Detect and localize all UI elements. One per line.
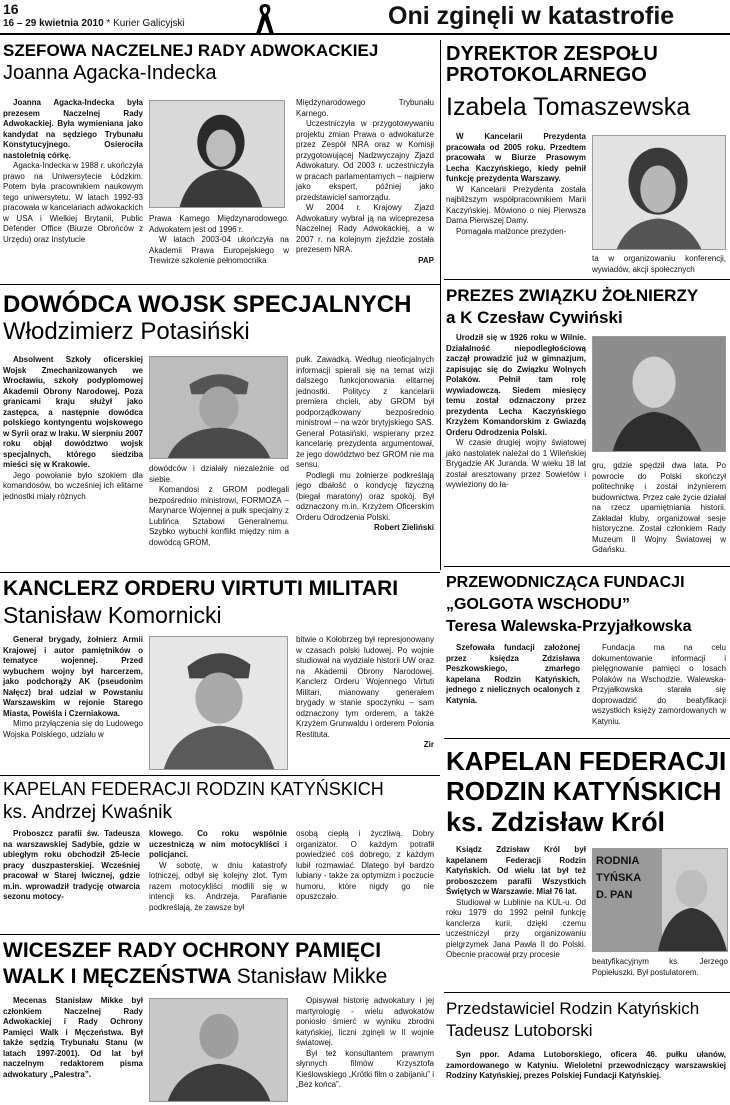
tomaszewska-text1: W Kancelarii Prezydenta została najbliższym współpracownikiem Marii Kaczyńskiej. Mówiono o niej Pierwsza Dama Pierwszej Damy.	[446, 184, 586, 225]
mikke-photo	[149, 998, 288, 1102]
komornicki-photo	[149, 636, 288, 770]
krol-title: KAPELAN FEDERACJI RODZIN KATYŃSKICH	[446, 746, 727, 806]
potasinski-name: Włodzimierz Potasiński	[3, 318, 250, 345]
kwasnik-name: ks. Andrzej Kwaśnik	[3, 802, 172, 823]
potasinski-lead: Absolwent Szkoły oficerskiej Wojsk Zmechanizowanych we Wrocławiu, szkoły podyplomowej Akademii Obrony Narodowej. Poza granicami kraju służył jako zastępca, a następnie dowódca polskiego kontyngentu wojskowego w Syrii oraz w Iraku. W sierpniu 2007 roku objął dowództwo wojsk specjalnych, którego siedziba mieści się w Krakowie.	[3, 355, 143, 469]
potasinski-col2	[149, 464, 289, 548]
krol-col2	[592, 957, 728, 978]
walewska-col1	[446, 643, 580, 706]
komornicki-source: Zir	[423, 740, 434, 749]
krol-col1	[446, 845, 586, 961]
krol-lead: Ksiądz Zdzisław Król był kapelanem Federacji Rodzin Katyńskich. Od wielu lat był też proboszczem parafii Wszystkich Świętych w Warszawie. Miał 76 lat.	[446, 845, 586, 896]
walewska-lead: Szefowała fundacji założonej przez księdza Zdzisława Peszkowskiego, zmarłego kapelana Rodzin Katyńskich, jednego z nielicznych ocalonych z Katynia.	[446, 643, 580, 705]
tomaszewska-col1	[446, 132, 586, 237]
agacka-title: SZEFOWA NACZELNEJ RADY ADWOKACKIEJ	[3, 41, 379, 60]
agacka-photo	[149, 100, 285, 208]
potasinski-text2b: Komandosi z GROM podlegali bezpośrednio ministrowi, FORMOZA – Marynarce Wojennej a pułk specjalny z Lublińca Sztabowi Generalnemu. Szybko wybuchł konflikt między nim a dowódcą GROM,	[149, 485, 289, 547]
rule-1	[0, 284, 440, 285]
cywinski-title: PREZES ZWIĄZKU ŻOŁNIERZY	[446, 286, 699, 305]
tomaszewska-text1b: Pomagała małżonce prezyden-	[456, 226, 567, 236]
potasinski-title: DOWÓDCA WOJSK SPECJALNYCH	[3, 291, 412, 318]
krol-name: ks. Zdzisław Król	[446, 807, 666, 837]
agacka-col1	[3, 98, 143, 245]
agacka-text2: Prawa Karnego Międzynarodowego. Adwokatem jest od 1996 r.	[149, 214, 289, 234]
komornicki-col1	[3, 635, 143, 740]
rule-2	[0, 572, 440, 573]
issue-star: *	[106, 18, 111, 29]
agacka-source: PAP	[418, 255, 434, 265]
potasinski-text1: Jego powołanie było szokiem dla komandosów, bo wcześniej ich elitarne jednostki miały różnych	[3, 470, 143, 501]
lutoborski-col	[446, 1050, 726, 1082]
mikke-title-part2: WALK I MĘCZEŃSTWA	[3, 965, 231, 988]
rule-4	[0, 934, 440, 935]
tomaszewska-lead: W Kancelarii Prezydenta pracowała od 2005 roku. Przedtem pracowała w Biurze Prasowym Lecha Kaczyńskiego, kiedy pełnił funkcję prezydenta Warszawy.	[446, 132, 586, 183]
agacka-name: Joanna Agacka-Indecka	[3, 62, 217, 84]
rule-2b	[444, 566, 730, 567]
cywinski-name: a K Czesław Cywiński	[446, 308, 623, 327]
cywinski-col1	[446, 333, 586, 491]
walewska-title: PRZEWODNICZĄCA FUNDACJI „GOLGOTA WSCHODU”	[446, 574, 685, 613]
rule-1b	[444, 279, 730, 280]
kwasnik-col2	[149, 829, 287, 913]
kwasnik-title: KAPELAN FEDERACJI RODZIN KATYŃSKICH	[3, 779, 384, 799]
column-separator	[440, 40, 441, 570]
issue-date: 16 – 29 kwietnia 2010	[3, 18, 104, 29]
lutoborski-title: Przedstawiciel Rodzin Katyńskich	[446, 999, 700, 1018]
tomaszewska-name: Izabela Tomaszewska	[446, 93, 691, 121]
mikke-lead: Mecenas Stanisław Mikke był członkiem Naczelnej Rady Adwokackiej i Rady Ochrony Pamięci Walk i Męczeństwa. Był także sędzią Trybunału Stanu (w latach 1997-2001). Od lat był naczelnym redaktorem pisma adwokatury „Palestra”.	[3, 996, 143, 1079]
komornicki-lead: Generał brygady, żołnierz Armii Krajowej i autor pamiętników o tematyce wojennej. Przed wybuchem wojny był harcerzem, jako podchorąży AK (pseudonim Nałęcz) brał udział w Powstaniu Warszawskim w rejonie Starego Miasta, Powiśla i Czerniakowa.	[3, 635, 143, 718]
kwasnik-col1	[3, 829, 140, 903]
agacka-text1: Agacka-Indecka w 1988 r. ukończyła prawo na Uniwersytecie Łódzkim. Potem była pracownikiem naukowym tego uniwersytetu. W latach 1992-93 pracowała w kancelariach adwokackich w USA i Wielkiej Brytanii, Public Defender Office (Biurze Obrońców z Urzędu) oraz Instytucie	[3, 161, 143, 244]
potasinski-photo	[149, 356, 288, 459]
komornicki-name: Stanisław Komornicki	[3, 602, 222, 628]
kwasnik-text2b: W sobotę, w dniu katastrofy lotniczej, odbył się kolejny zlot. Tym razem motocykliści modlili się w intencji ks. Andrzeja. Parafianie podkreślają, że zawsze był	[149, 860, 287, 912]
cywinski-photo	[592, 336, 726, 452]
walewska-text2: Fundacja ma na celu dokumentowanie informacji i pielęgnowanie pamięci o losach Polaków na Wschodzie. Walewska-Przyjałkowska starała się doprowadzić do beatyfikacji wszystkich księży zamordowanych w Katyniu.	[592, 643, 726, 726]
tomaszewska-title: DYREKTOR ZESPOŁU PROTOKOLARNEGO	[446, 43, 658, 86]
agacka-lead: Joanna Agacka-Indecka była prezesem Naczelnej Rady Adwokackiej. Była wymieniana jako kandydat na sędziego Trybunału Konstytucyjnego. Osierociła nastoletnią córkę.	[3, 98, 143, 160]
tomaszewska-photo	[592, 135, 726, 250]
cywinski-text2: gru, gdzie spędził dwa lata. Po powrocie do Polski skończył politechnikę i został inżynierem budownictwa. Przez całe życie działał na rzecz upamiętniania historii. Zakładał kluby, organizował sesje historyczne. Został członkiem Rady Muzeum II Wojny Światowej w Gdańsku.	[592, 461, 726, 554]
mikke-title-line2	[3, 964, 387, 990]
rule-4b	[444, 992, 730, 993]
komornicki-text1: Mimo przyłączenia się do Ludowego Wojska Polskiego, udziału w	[3, 719, 143, 739]
potasinski-source: Robert Zieliński	[373, 523, 434, 532]
agacka-col2	[149, 214, 289, 267]
kwasnik-text2: klowego. Co roku wspólnie uczestniczą w nim motocykliści i policjanci.	[149, 829, 287, 859]
mikke-title-line1: WICESZEF RADY OCHRONY PAMIĘCI	[3, 939, 382, 962]
mikke-col3	[296, 996, 434, 1091]
cywinski-col2	[592, 461, 726, 556]
rule-3b	[444, 738, 730, 739]
issue-line	[3, 18, 185, 29]
potasinski-text2: dowódców i działały niezależnie od siebie.	[149, 464, 289, 484]
krol-text2: beatyfikacyjnym ks. Jerzego Popiełuszki. Był postulatorem.	[592, 957, 728, 977]
mikke-text3b: Był też konsultantem prawnym słynnych filmów Krzysztofa Kieślowskiego „Krótki film o zabijaniu” i „Bez końca”.	[296, 1048, 434, 1089]
mikke-name: Stanisław Mikke	[236, 965, 388, 988]
agacka-text2b: W latach 2003-04 ukończyła na Akademii Prawa Europejskiego w Trewirze szkolenie pełnomocnika	[149, 235, 289, 265]
mourning-ribbon-icon	[254, 2, 276, 36]
kwasnik-col3	[296, 829, 434, 903]
section-title: Oni zginęli w katastrofie	[388, 2, 675, 30]
cywinski-lead: Urodził się w 1926 roku w Wilnie. Działalność niepodległościową zaczął prowadzić już w gimnazjum, zapisując się do Związku Wolnych Polaków. Pełnił tam rolę wywiadowczą. Siedem miesięcy temu został odznaczony przez prezydenta Lecha Kaczyńskiego Krzyżem Komandorskim z Gwiazdą Orderu Odrodzenia Polski.	[446, 333, 586, 437]
kwasnik-text1: Proboszcz parafii św. Tadeusza na warszawskiej Sadybie, gdzie w ubiegłym roku obchodził 25-lecie pracy duszpasterskiej. Wcześniej pracował w Starej Iwicznej, gdzie m.in. wprowadził tradycję otwarcia sezonu motocy-	[3, 829, 140, 901]
potasinski-col3	[296, 355, 434, 532]
komornicki-text3: bitwie o Kołobrzeg był represjonowany w czasach polski ludowej. Po wojnie studiował na wydziale historii UW oraz na Akademii Obrony Narodowej. Kanclerz Orderu Wojennego Virtuti Militari, mianowany generałem brygady w stanie spoczynku – sam odznaczony tym orderem, a także Krzyżem Grunwaldu i orderem Polonia Restituta.	[296, 635, 434, 739]
page-number: 16	[3, 1, 19, 17]
potasinski-col1	[3, 355, 143, 502]
tomaszewska-col2	[592, 254, 726, 275]
krol-photo	[592, 848, 728, 952]
komornicki-col3	[296, 635, 434, 749]
krol-photo-text: RODNIA TYŃSKA D. PAN	[596, 855, 642, 901]
paper-name: Kurier Galicyjski	[113, 18, 185, 29]
potasinski-text3: pułk. Zawadką. Według nieoficjalnych informacji spierali się na temat wizji dalszego funkcjonowania elitarnej jednostki. Politycy z kancelarii premiera chcieli, aby GROM był podporządkowany bezpośrednio ministrowi – na wzór brytyjskiego SAS. Generał Potasiński, wspierany przez kancelarię prezydenta argumentował, że jego dowództwo bez GROM nie ma sensu.	[296, 355, 434, 469]
komornicki-title: KANCLERZ ORDERU VIRTUTI MILITARI	[3, 577, 399, 600]
mikke-title	[3, 938, 387, 990]
krol-text1: Studiował w Lublinie na KUL-u. Od roku 1979 do 1992 pełnił funkcję kanclerza kurii, dzięki czemu uczestniczył przy organizowaniu pielgrzymek Jana Pawła II do Polski. Obecnie pracował przy procesie	[446, 897, 586, 959]
agacka-text3c: W 2004 r. Krajowy Zjazd Adwokatury wybrał ją na wiceprezesa Naczelnej Rady Adwokackiej, a w 2007 r. na kolejnym zjeździe została prezesem NRA.	[296, 203, 434, 254]
agacka-text3: Międzynarodowego Trybunału Karnego.	[296, 98, 434, 118]
rule-3	[0, 775, 440, 776]
agacka-col3	[296, 98, 434, 265]
cywinski-text1: W czasie drugiej wojny światowej jako nastolatek należał do 1 Wileńskiej Brygadzie AK Juranda. W wieku 18 lat został aresztowany przez Sowietów i wywieziony do ła-	[446, 438, 586, 489]
mikke-text3: Opisywał historię adwokatury i jej martyrologię - wielu adwokatów poniosło śmierć w wyniku zbrodni katyńskiej, liczni zginęli w II wojnie światowej.	[296, 996, 434, 1047]
kwasnik-text3: osobą ciepłą i życzliwą. Dobry organizator. O każdym potrafił powiedzieć coś dobrego, z każdym lubił rozmawiać. Dlatego był bardzo lubiany - także za optymizm i poczucie humoru, które nigdy go nie opuszczało.	[296, 829, 434, 901]
walewska-col2	[592, 643, 726, 727]
walewska-name: Teresa Walewska-Przyjałkowska	[446, 618, 692, 635]
tomaszewska-text2: ta w organizowaniu konferencji, wywiadów, akcji społecznych	[592, 254, 726, 274]
lutoborski-lead: Syn ppor. Adama Lutoborskiego, oficera 46. pułku ułanów, zamordowanego w Katyniu. Wieloletni przewodniczący warszawskiej Rodziny Katyńskiej, prezes Polskiej Fundacji Katyńskiej.	[446, 1050, 726, 1080]
potasinski-text3b: Podlegli mu żołnierze podkreślają jego dbałość o kondycję fizyczną (biegał maratony) oraz spokój. Był odznaczony m.in. Krzyżem Oficerskim Orderu Odrodzenia Polski.	[296, 470, 434, 522]
lutoborski-name: Tadeusz Lutoborski	[446, 1021, 593, 1040]
header-rule	[0, 33, 730, 35]
agacka-text3b: Uczestniczyła w przygotowywaniu projektu zmian Prawa o adwokaturze przez Zespół NRA oraz w Komisji przygotowującej Nadzwyczajny Zjazd Adwokatury. Od 2003 r. uczestniczyła w pracach parlamentarnych – najpierw jako ekspert, później jako przedstawiciel samorządu.	[296, 119, 434, 202]
mikke-col1	[3, 996, 143, 1080]
